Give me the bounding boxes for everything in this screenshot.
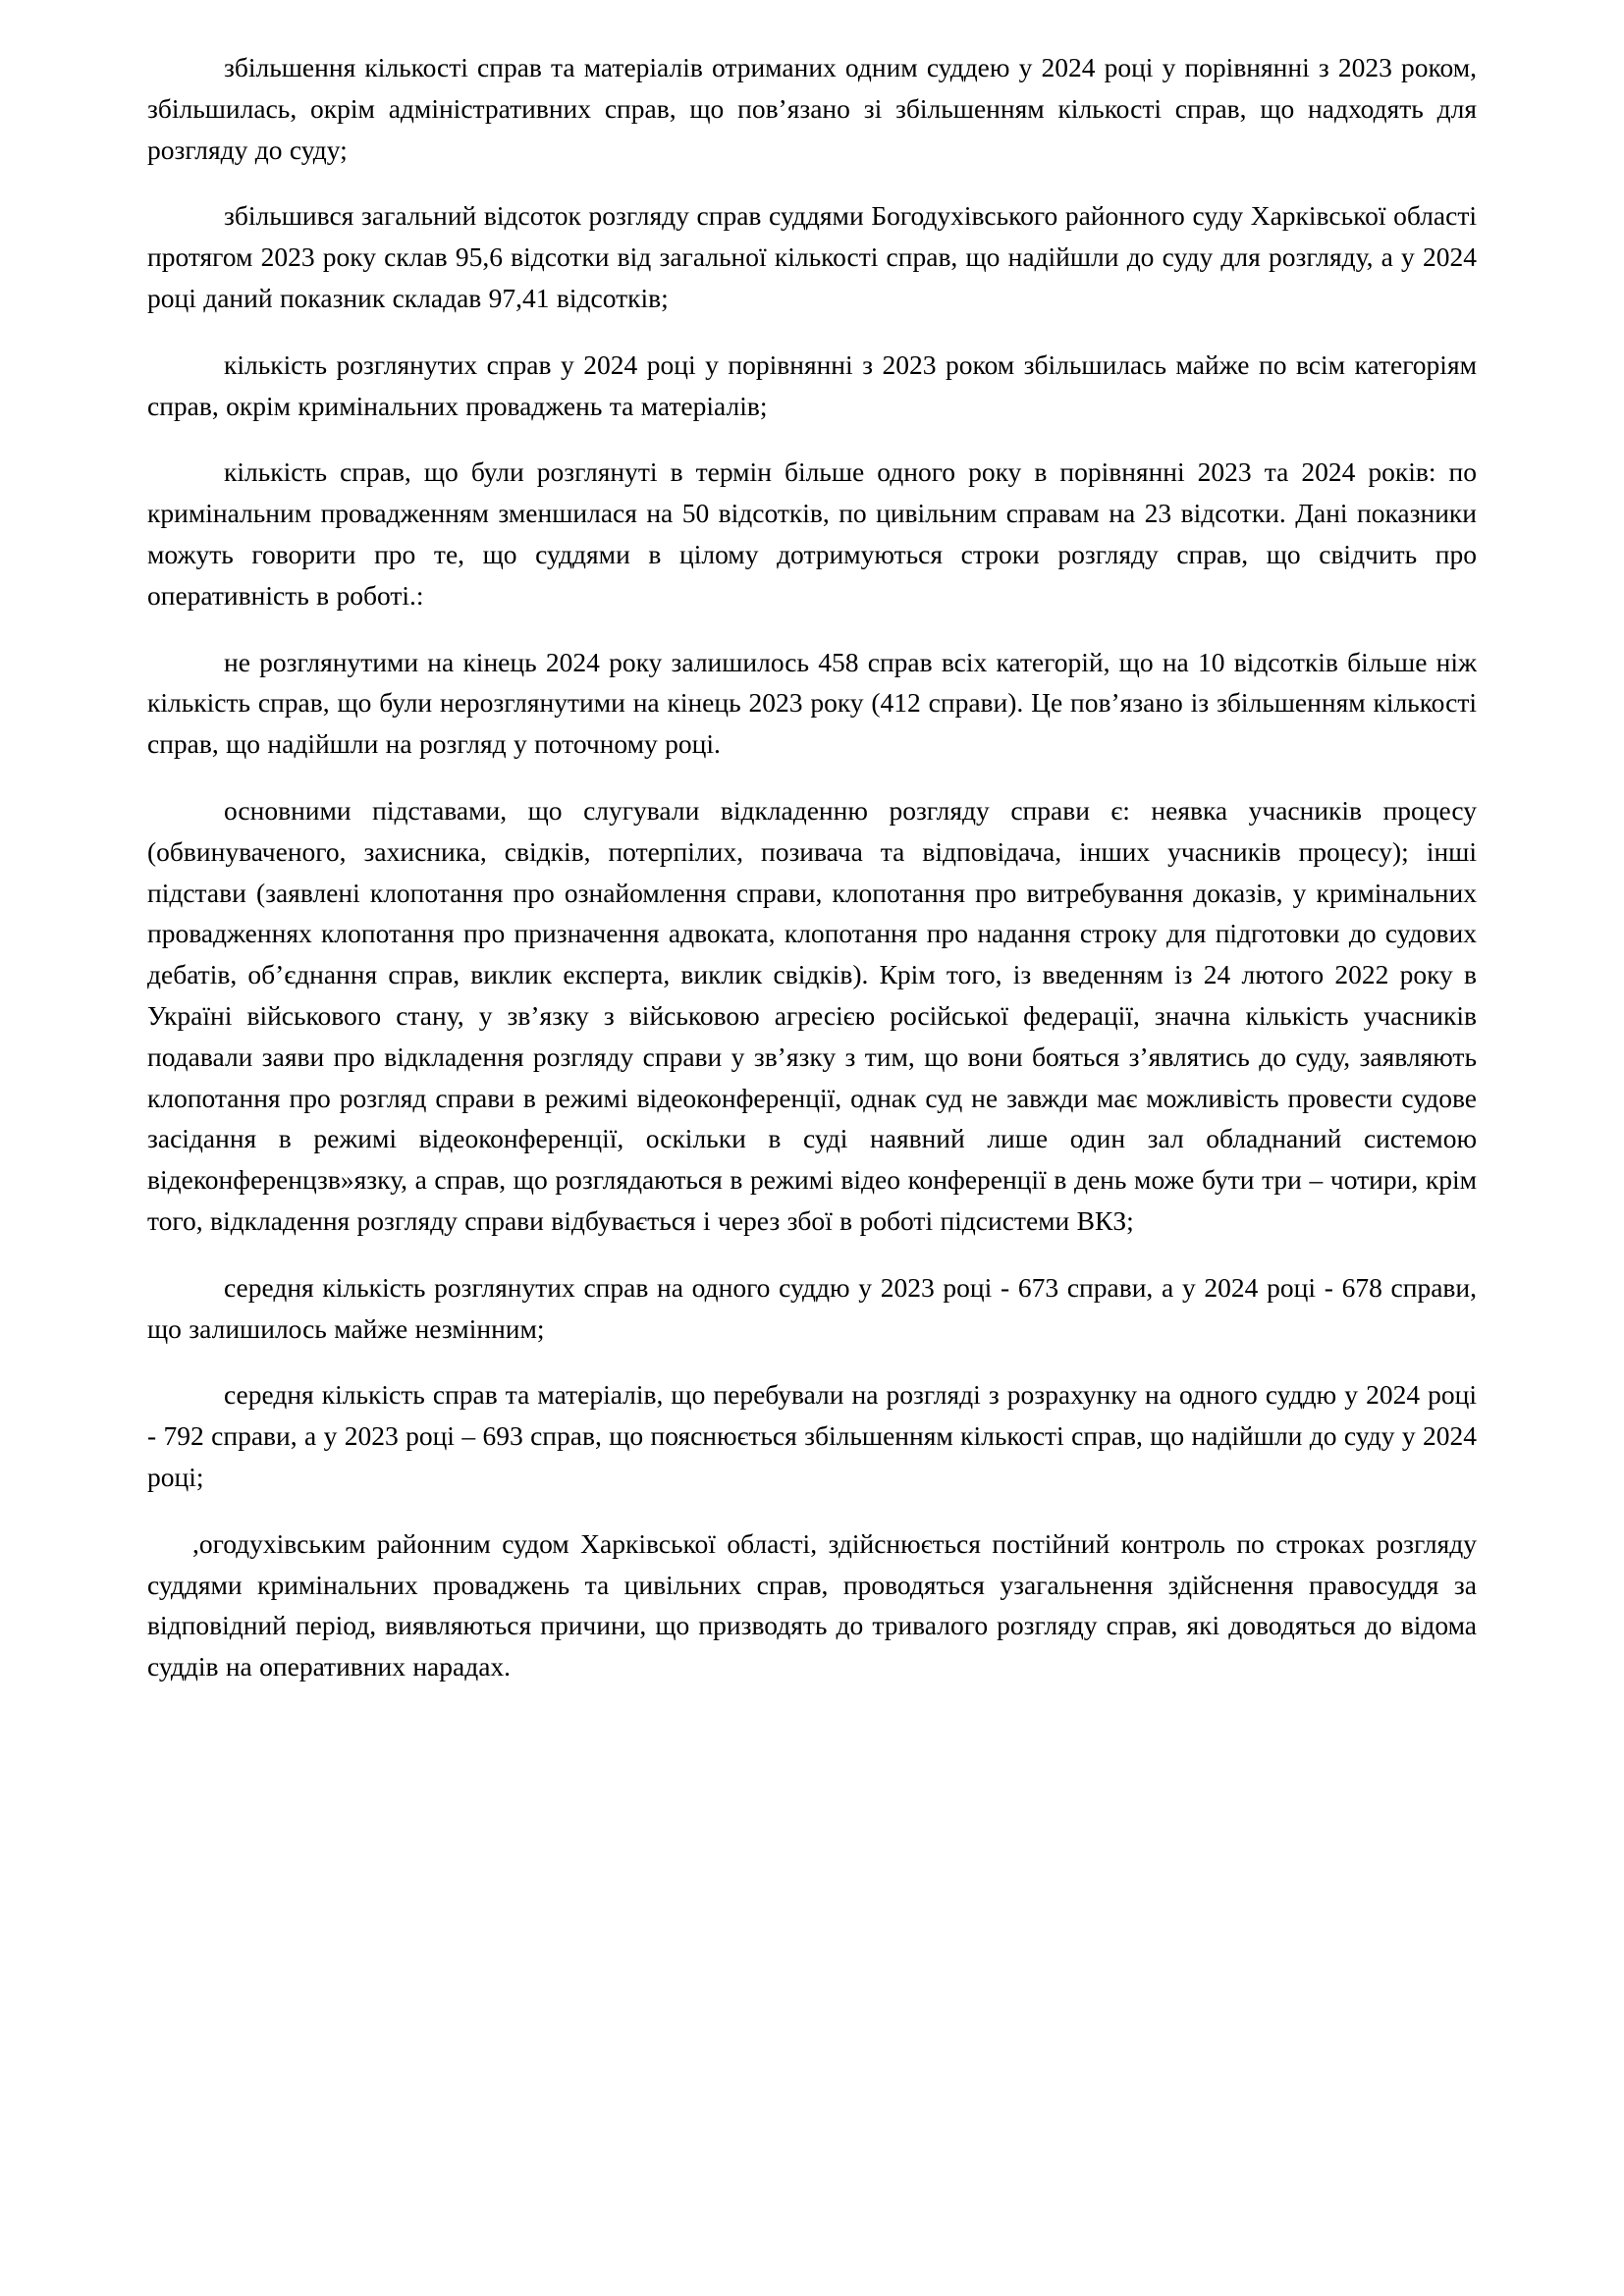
document-body [147, 47, 1477, 1687]
paragraph-3: кількість розглянутих справ у 2024 році у порівнянні з 2023 роком збільшилась майже по всім категоріям справ, окрім кримінальних проваджень та матеріалів; [147, 348, 1477, 421]
paragraph-9: ,огодухівським районним судом Харківської області, здійснюється постійний контроль по строках розгляду суддями кримінальних проваджень та цивільних справ, проводяться узагальнення здійснення правосуддя за відповідний період, виявляються причини, що призводять до тривалого розгляду справ, які доводяться до відома суддів на оперативних нарадах. [147, 1527, 1477, 1682]
paragraph-5: не розглянутими на кінець 2024 року залишилось 458 справ всіх категорій, що на 10 відсотків більше ніж кількість справ, що були нерозглянутими на кінець 2023 року (412 справи). Це пов’язано із збільшенням кількості справ, що надійшли на розгляд у поточному році. [147, 646, 1477, 760]
paragraph-7: середня кількість розглянутих справ на одного суддю у 2023 році - 673 справи, а у 2024 році - 678 справи, що залишилось майже незмінним; [147, 1271, 1477, 1344]
paragraph-6: основними підставами, що слугували відкладенню розгляду справи є: неявка учасників процесу (обвинуваченого, захисника, свідків, потерпілих, позивача та відповідача, інших учасників процесу); інші підстави (заявлені клопотання про ознайомлення справи, клопотання про витребування доказів, у кримінальних провадженнях клопотання про призначення адвоката, клопотання про надання строку для підготовки до судових дебатів, об’єднання справ, виклик експерта, виклик свідків). Крім того, із введенням із 24 лютого 2022 року в Україні військового стану, у зв’язку з військовою агресією російської федерації, значна кількість учасників подавали заяви про відкладення розгляду справи у зв’язку з тим, що вони бояться з’являтись до суду, заявляють клопотання про розгляд справи в режимі відеоконференції, однак суд не завжди має можливість провести судове засідання в режимі відеоконференції, оскільки в суді наявний лише один зал обладнаний системою відеконференцзв»язку, а справ, що розглядаються в режимі відео конференції в день може бути три – чотири, крім того, відкладення розгляду справи відбувається і через збої в роботі підсистеми ВКЗ; [147, 794, 1477, 1236]
paragraph-8: середня кількість справ та матеріалів, що перебували на розгляді з розрахунку на одного суддю у 2024 році - 792 справи, а у 2023 році – 693 справ, що пояснюється збільшенням кількості справ, що надійшли до суду у 2024 році; [147, 1379, 1477, 1492]
paragraph-1: збільшення кількості справ та матеріалів отриманих одним суддею у 2024 році у порівнянні з 2023 роком, збільшилась, окрім адміністративних справ, що пов’язано зі збільшенням кількості справ, що надходять для розгляду до суду; [147, 52, 1477, 165]
paragraph-2: збільшився загальний відсоток розгляду справ суддями Богодухівського районного суду Харківської області протягом 2023 року склав 95,6 відсотки від загальної кількості справ, що надійшли до суду для розгляду, а у 2024 році даний показник складав 97,41 відсотків; [147, 200, 1477, 313]
paragraph-4: кількість справ, що були розглянуті в термін більше одного року в порівнянні 2023 та 2024 років: по кримінальним провадженням зменшилася на 50 відсотків, по цивільним справам на 23 відсотки. Дані показники можуть говорити про те, що суддями в цілому дотримуються строки розгляду справ, що свідчить про оперативність в роботі.: [147, 456, 1477, 611]
